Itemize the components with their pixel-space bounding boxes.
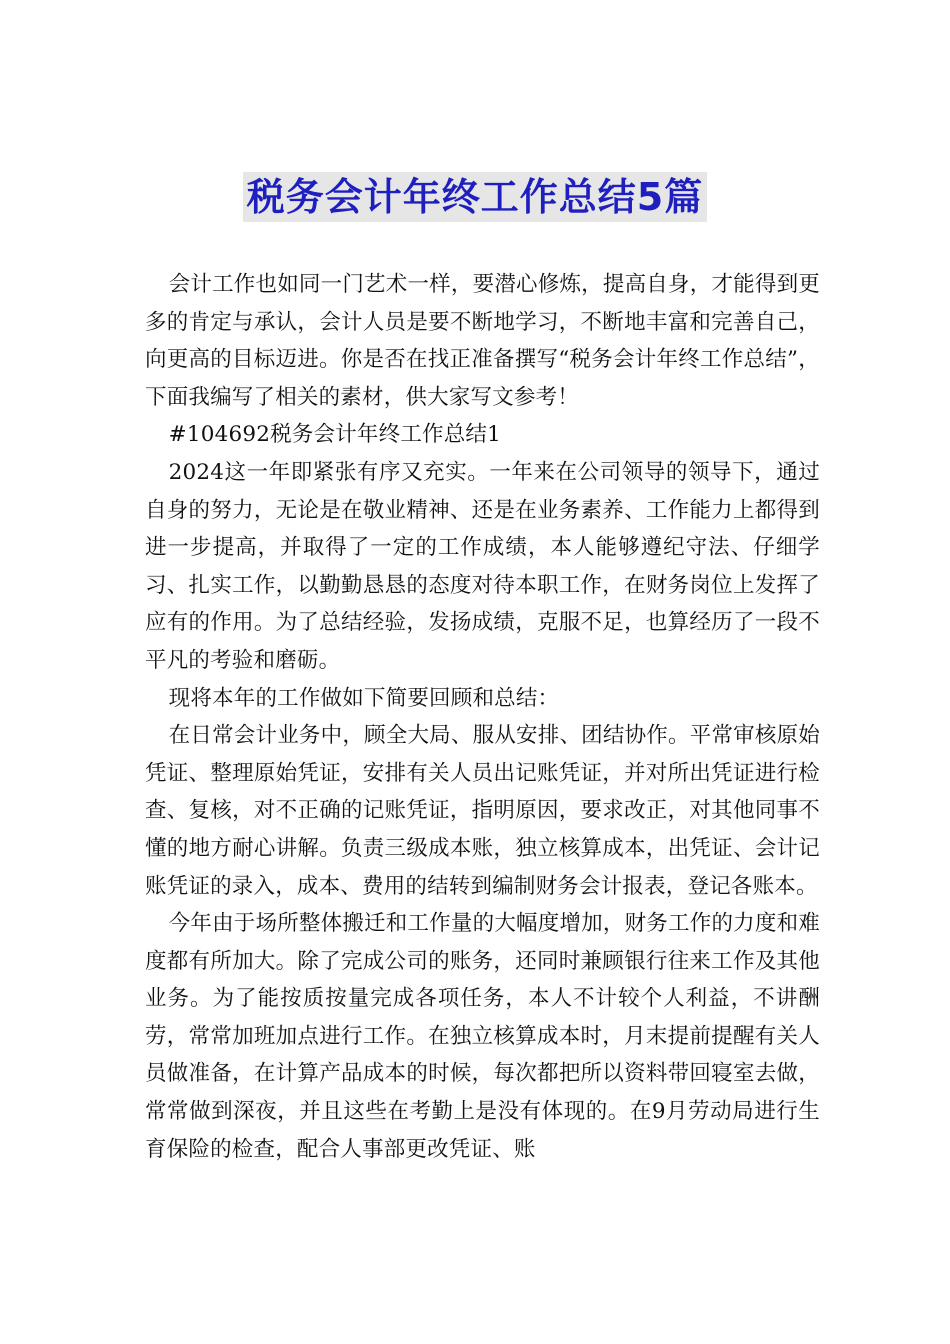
document-body [145,266,820,1168]
paragraph-section-heading: #104692税务会计年终工作总结1 [168,422,502,448]
title-container [0,172,950,222]
paragraph-daily-work: 在日常会计业务中，顾全大局、服从安排、团结协作。平常审核原始凭证、整理原始凭证，安排有关人员出记账凭证，并对所出凭证进行检查、复核，对不正确的记账凭证，指明原因，要求改正，对其他同事不懂的地方耐心讲解。负责三级成本账，独立核算成本，出凭证、会计记账凭证的录入，成本、费用的结转到编制财务会计报表，登记各账本。 [145,723,820,899]
paragraph-intro: 会计工作也如同一门艺术一样，要潜心修炼，提高自身，才能得到更多的肯定与承认，会计人员是要不断地学习，不断地丰富和完善自己，向更高的目标迈进。你是否在找正准备撰写“税务会计年终工作总结”，下面我编写了相关的素材，供大家写文参考！ [145,272,820,410]
paragraph-review-intro: 现将本年的工作做如下简要回顾和总结： [168,685,560,711]
paragraph-workload: 今年由于场所整体搬迁和工作量的大幅度增加，财务工作的力度和难度都有所加大。除了完成公司的账务，还同时兼顾银行往来工作及其他业务。为了能按质按量完成各项任务，本人不计较个人利益，不讲酬劳，常常加班加点进行工作。在独立核算成本时，月末提前提醒有关人员做准备，在计算产品成本的时候，每次都把所以资料带回寝室去做，常常做到深夜，并且这些在考勤上是没有体现的。在9月劳动局进行生育保险的检查，配合人事部更改凭证、账 [145,911,820,1162]
document-title: 税务会计年终工作总结5篇 [243,172,707,222]
paragraph-year-summary: 2024这一年即紧张有序又充实。一年来在公司领导的领导下，通过自身的努力，无论是在敬业精神、还是在业务素养、工作能力上都得到进一步提高，并取得了一定的工作成绩，本人能够遵纪守法、仔细学习、扎实工作，以勤勤恳恳的态度对待本职工作，在财务岗位上发挥了应有的作用。为了总结经验，发扬成绩，克服不足，也算经历了一段不平凡的考验和磨砺。 [145,459,820,673]
